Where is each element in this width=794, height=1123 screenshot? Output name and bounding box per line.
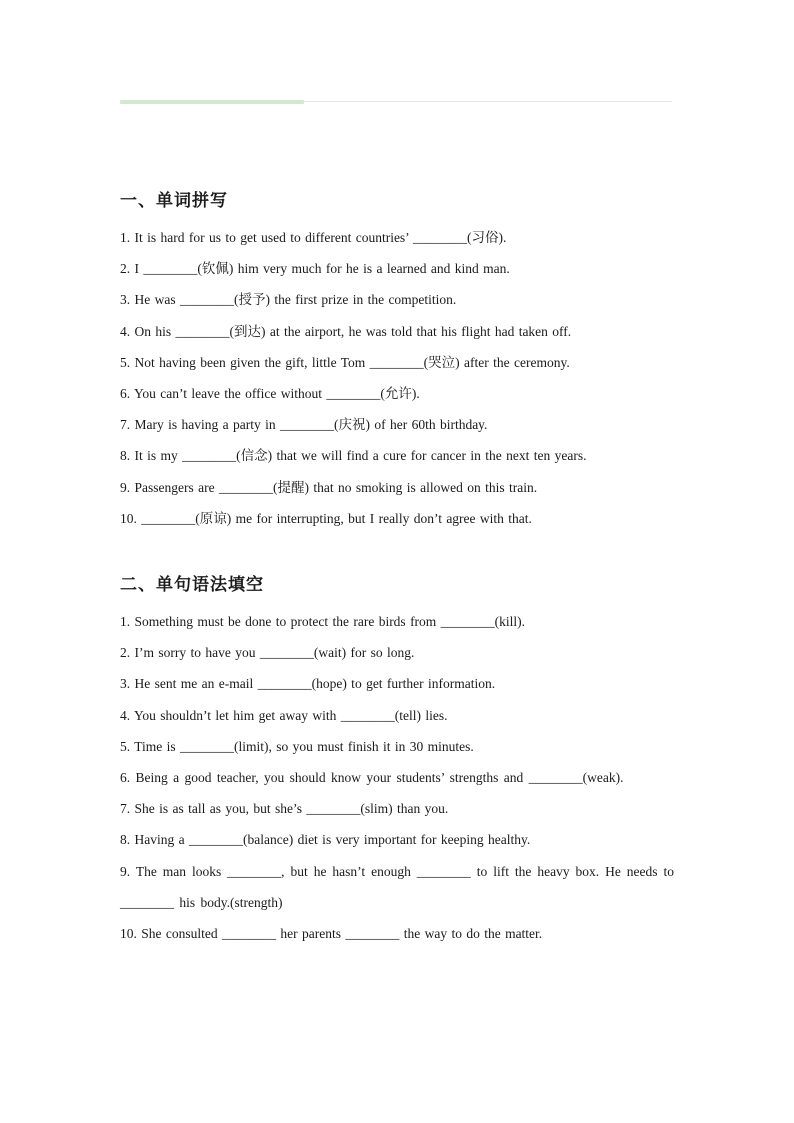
question-item: 6. You can’t leave the office without ________(允许). xyxy=(120,386,420,402)
question-item: 1. It is hard for us to get used to different countries’ ________(习俗). xyxy=(120,230,507,245)
question-item: 10. ________(原谅) me for interrupting, but I really don’t agree with that. xyxy=(120,510,532,526)
question-item: 7. She is as tall as you, but she’s ________(slim) than you. xyxy=(120,801,449,817)
question-item: 4. You shouldn’t let him get away with ________(tell) lies. xyxy=(120,707,448,723)
grammar-fill-list xyxy=(120,606,674,949)
word-spelling-list xyxy=(120,222,674,534)
question-item: 8. Having a ________(balance) diet is very important for keeping healthy. xyxy=(120,832,531,848)
section-title-word-spelling: 一、单词拼写 xyxy=(120,191,228,211)
section-word-spelling xyxy=(120,186,674,534)
question-item: 5. Time is ________(limit), so you must finish it in 30 minutes. xyxy=(120,738,474,754)
question-item: 8. It is my ________(信念) that we will find a cure for cancer in the next ten years. xyxy=(120,448,587,464)
question-item: 10. She consulted ________ her parents ________ the way to do the matter. xyxy=(120,926,543,942)
section-title-grammar-fill: 二、单句语法填空 xyxy=(120,575,264,595)
question-item: 9. The man looks ________, but he hasn’t enough ________ to lift the heavy box. He needs to ________ his body.(strength) xyxy=(120,863,674,910)
question-item: 1. Something must be done to protect the rare birds from ________(kill). xyxy=(120,614,526,629)
header-accent-bar xyxy=(120,100,304,104)
question-item: 6. Being a good teacher, you should know your students’ strengths and ________(weak). xyxy=(120,770,624,786)
question-item: 2. I ________(钦佩) him very much for he is a learned and kind man. xyxy=(120,261,510,277)
question-item: 3. He was ________(授予) the first prize in the competition. xyxy=(120,292,457,308)
question-item: 4. On his ________(到达) at the airport, he was told that his flight had taken off. xyxy=(120,323,572,339)
question-item: 3. He sent me an e-mail ________(hope) to get further information. xyxy=(120,676,496,692)
question-item: 9. Passengers are ________(提醒) that no smoking is allowed on this train. xyxy=(120,479,538,495)
question-item: 2. I’m sorry to have you ________(wait) for so long. xyxy=(120,645,415,661)
question-item: 5. Not having been given the gift, little Tom ________(哭泣) after the ceremony. xyxy=(120,354,570,370)
question-item: 7. Mary is having a party in ________(庆祝) of her 60th birthday. xyxy=(120,417,488,433)
section-grammar-fill xyxy=(120,570,674,949)
